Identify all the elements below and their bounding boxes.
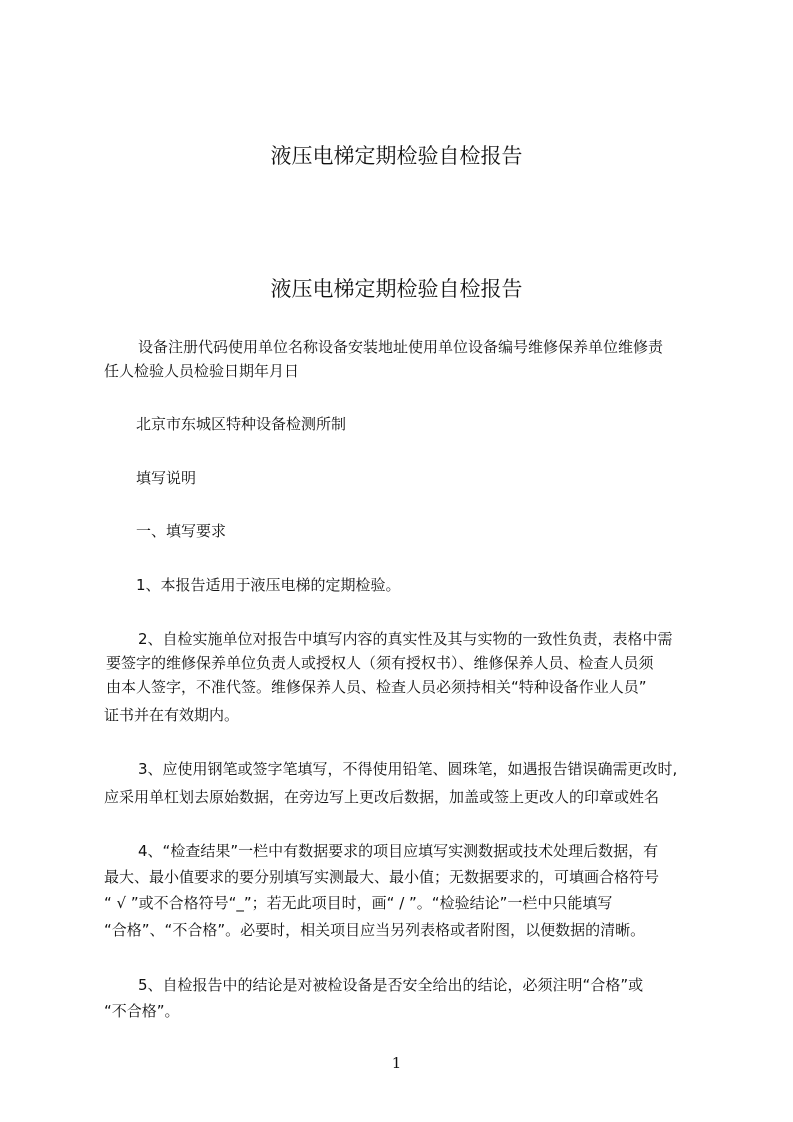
page-number: 1	[391, 1054, 402, 1072]
item-4-line-4: “合格”、“不合格”。必要时，相关项目应当另列表格或者附图，以便数据的清晰。	[104, 921, 646, 939]
item-2-line-1: 2、自检实施单位对报告中填写内容的真实性及其与实物的一致性负责，表格中需	[138, 630, 673, 648]
cover-fields-line-1: 设备注册代码使用单位名称设备安装地址使用单位设备编号维修保养单位维修责	[138, 338, 664, 356]
section-title: 填写说明	[136, 469, 197, 487]
item-4-line-1: 4、“检查结果”一栏中有数据要求的项目应填写实测数据或技术处理后数据，有	[138, 842, 659, 860]
issuer-line: 北京市东城区特种设备检测所制	[136, 415, 347, 433]
item-1-line-1: 1、本报告适用于液压电梯的定期检验。	[136, 576, 401, 594]
item-2-line-4: 证书并在有效期内。	[104, 706, 240, 724]
item-2-line-3: 由本人签字，不准代签。维修保养人员、检查人员必须持相关“特种设备作业人员”	[106, 678, 647, 696]
item-2-line-2: 要签字的维修保养单位负责人或授权人（须有授权书）、维修保养人员、检查人员须	[106, 654, 654, 672]
page-header-title: 液压电梯定期检验自检报告	[270, 144, 523, 168]
item-5-line-1: 5、自检报告中的结论是对被检设备是否安全给出的结论，必须注明“合格”或	[138, 976, 644, 994]
subsection-title: 一、填写要求	[136, 522, 227, 540]
item-5-line-2: “不合格”。	[104, 1002, 180, 1020]
cover-fields-line-2: 任人检验人员检验日期年月日	[104, 362, 300, 380]
item-4-line-3: “ √ ”或不合格符号“_”；若无此项目时，画“ / ”。“检验结论”一栏中只能填写	[104, 894, 613, 912]
item-4-line-2: 最大、最小值要求的要分别填写实测最大、最小值；无数据要求的，可填画合格符号	[104, 868, 660, 886]
report-title: 液压电梯定期检验自检报告	[270, 277, 523, 301]
item-3-line-2: 应采用单杠划去原始数据，在旁边写上更改后数据，加盖或签上更改人的印章或姓名	[104, 788, 660, 806]
item-3-line-1: 3、应使用钢笔或签字笔填写，不得使用铅笔、圆珠笔，如遇报告错误确需更改时,	[138, 760, 678, 778]
